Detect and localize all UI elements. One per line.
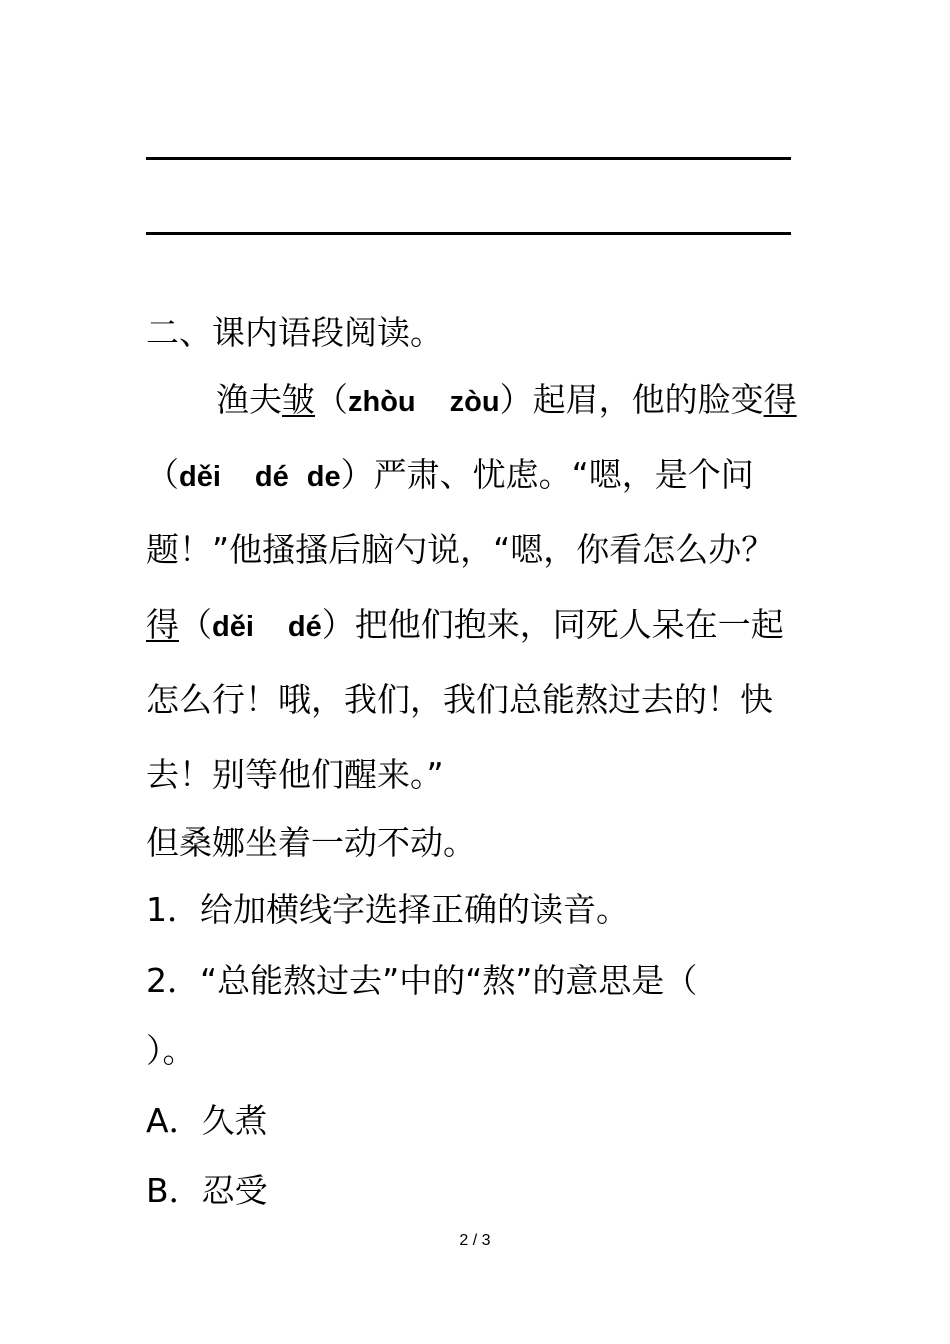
- passage-line-5: 怎么行！哦，我们，我们总能熬过去的！快: [146, 680, 773, 719]
- passage-text: 把他们抱来，同死人呆在一起: [354, 605, 784, 644]
- underlined-char: 得: [146, 605, 179, 644]
- passage-text: 渔夫: [216, 380, 282, 419]
- pinyin-option: děi: [212, 611, 254, 643]
- paren-close: ）: [321, 605, 355, 644]
- passage-text: 起眉，他的脸变: [532, 380, 764, 419]
- answer-line-2: [146, 232, 791, 235]
- paren-close: ）: [340, 455, 374, 494]
- paren-open: （: [179, 605, 212, 644]
- passage-line-1: [216, 380, 797, 422]
- passage-line-7: 但桑娜坐着一动不动。: [146, 823, 476, 862]
- question-2: 2．“总能熬过去”中的“熬”的意思是（: [146, 961, 698, 1000]
- pinyin-option: dé: [287, 611, 322, 643]
- pinyin-option: dé: [254, 461, 289, 493]
- passage-line-3: 题！”他搔搔后脑勺说，“嗯，你看怎么办？: [146, 530, 775, 569]
- passage-line-2: [146, 455, 754, 497]
- passage-line-4: [146, 605, 784, 647]
- underlined-char: 得: [763, 380, 797, 419]
- option-a: A．久煮: [146, 1101, 268, 1140]
- pinyin-option: zhòu: [348, 386, 416, 418]
- passage-text: 严肃、忧虑。“嗯，是个问: [373, 455, 754, 494]
- option-b: B．忍受: [146, 1171, 268, 1210]
- section-title: 二、课内语段阅读。: [146, 313, 443, 352]
- passage-line-6: 去！别等他们醒来。”: [146, 755, 444, 794]
- question-1: 1．给加横线字选择正确的读音。: [146, 890, 629, 929]
- paren-close: ）: [499, 380, 533, 419]
- underlined-char: 皱: [282, 380, 315, 419]
- page-indicator: 2 / 3: [459, 1232, 491, 1249]
- pinyin-option: děi: [179, 461, 221, 493]
- answer-line-1: [146, 157, 791, 160]
- question-2-continued: ）。: [146, 1031, 196, 1070]
- pinyin-option: zòu: [449, 386, 500, 418]
- paren-open: （: [146, 455, 179, 494]
- pinyin-option: de: [306, 461, 341, 493]
- paren-open: （: [315, 380, 348, 419]
